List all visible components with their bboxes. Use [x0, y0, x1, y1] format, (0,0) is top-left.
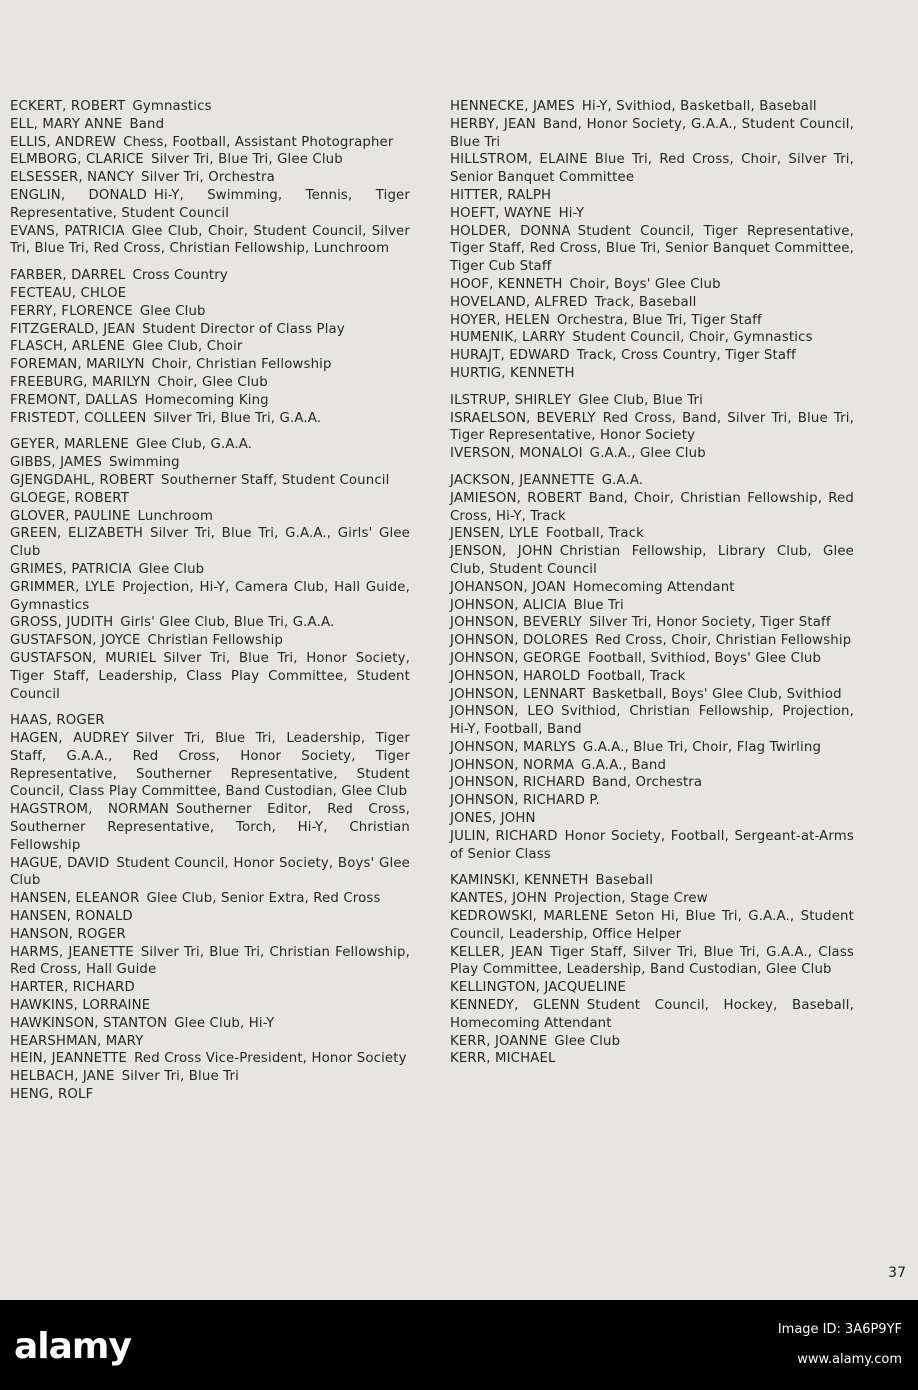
student-name: HANSON, ROGER: [10, 926, 126, 942]
student-entry: [10, 1086, 410, 1104]
page-number: 37: [888, 1265, 906, 1281]
student-name: HOVELAND, ALFRED: [450, 294, 588, 310]
student-name: FREMONT, DALLAS: [10, 392, 138, 408]
student-activities: Southerner Staff, Student Council: [161, 472, 390, 488]
student-name: JOHNSON, ALICIA: [450, 597, 567, 613]
student-activities: Football, Track: [587, 668, 686, 684]
student-activities: Silver Tri, Blue Tri, G.A.A., Girls' Glee Club: [10, 526, 410, 560]
student-activities: Track, Cross Country, Tiger Staff: [576, 348, 796, 364]
student-name: JOHNSON, RICHARD: [450, 775, 586, 791]
student-name: HENNECKE, JAMES: [450, 99, 575, 114]
student-name: HAGSTROM, NORMAN: [10, 802, 170, 818]
student-activities: Blue Tri: [573, 597, 624, 613]
student-name: ISRAELSON, BEVERLY: [450, 410, 596, 426]
student-activities: Christian Fellowship, Library Club, Glee Club, Student Council: [450, 544, 854, 577]
student-activities: Red Cross, Band, Silver Tri, Blue Tri, Tiger Representative, Honor Society: [450, 410, 855, 444]
student-name: JACKSON, JEANNETTE: [450, 472, 595, 488]
student-name: GRIMES, PATRICIA: [10, 561, 132, 577]
student-entry: [10, 1068, 410, 1086]
student-entry: [450, 1050, 854, 1068]
student-name: HURTIG, KENNETH: [450, 365, 575, 381]
student-entry: [10, 712, 410, 730]
student-name: GROSS, JUDITH: [10, 615, 114, 631]
student-activities: Glee Club, Choir, Student Council, Silver Tri, Blue Tri, Red Cross, Christian Fellowship, Lunchroom: [10, 223, 411, 257]
student-name: GRIMMER, LYLE: [10, 579, 116, 595]
student-entry: [10, 410, 410, 428]
student-name: FERRY, FLORENCE: [10, 303, 133, 319]
student-activities: Glee Club, Senior Extra, Red Cross: [146, 891, 381, 907]
student-name: HAGEN, AUDREY: [10, 731, 129, 747]
student-name: HAGUE, DAVID: [10, 855, 110, 871]
student-name: ILSTRUP, SHIRLEY: [450, 392, 572, 408]
student-entry: [450, 668, 854, 686]
student-entry: [10, 890, 410, 908]
student-name: GREEN, ELIZABETH: [10, 526, 143, 542]
student-entry: [10, 454, 410, 472]
student-entry: [450, 979, 854, 997]
student-name: JONES, JOHN: [450, 811, 536, 827]
student-entry: [10, 908, 410, 926]
student-entry: [450, 312, 854, 330]
image-id-label: Image ID: 3A6P9YF: [777, 1322, 902, 1337]
student-activities: Southerner Editor, Red Cross, Southerner Representative, Torch, Hi-Y, Christian Fellowship: [10, 802, 410, 853]
student-name: EVANS, PATRICIA: [10, 223, 125, 239]
student-name: HARMS, JEANETTE: [10, 944, 134, 960]
section-gap: [450, 863, 854, 872]
student-name: HANSEN, ELEANOR: [10, 891, 140, 907]
student-name: JOHNSON, NORMA: [450, 757, 574, 773]
left-column: [10, 98, 410, 1104]
student-activities: Football, Track: [545, 526, 645, 542]
student-entry: [10, 303, 410, 321]
student-entry: [450, 116, 854, 152]
student-name: JULIN, RICHARD: [450, 828, 558, 844]
student-entry: [10, 730, 410, 801]
student-activities: Silver Tri, Blue Tri, Glee Club: [150, 152, 343, 168]
student-name: HELBACH, JANE: [10, 1069, 115, 1085]
student-activities: G.A.A., Band: [580, 757, 667, 773]
student-name: ECKERT, ROBERT: [10, 99, 126, 114]
student-name: GLOEGE, ROBERT: [10, 490, 129, 506]
student-name: JOHNSON, BEVERLY: [450, 615, 583, 631]
student-entry: [10, 436, 410, 454]
student-activities: Girls' Glee Club, Blue Tri, G.A.A.: [120, 615, 335, 631]
student-entry: [450, 703, 854, 739]
student-entry: [450, 614, 854, 632]
watermark-footer: [0, 1300, 918, 1390]
student-activities: Tiger Staff, Silver Tri, Blue Tri, G.A.A., Class Play Committee, Leadership, Band Custodian, Glee Club: [450, 944, 854, 978]
student-activities: Football, Svithiod, Boys' Glee Club: [588, 650, 822, 666]
section-gap: [10, 703, 410, 712]
student-activities: Band, Choir, Christian Fellowship, Red Cross, Hi-Y, Track: [450, 490, 854, 524]
student-activities: Silver Tri, Blue Tri, G.A.A.: [153, 410, 322, 426]
student-name: HARTER, RICHARD: [10, 980, 135, 996]
student-entry: [10, 1015, 410, 1033]
student-entry: [10, 169, 410, 187]
student-activities: Basketball, Boys' Glee Club, Svithiod: [592, 686, 842, 702]
student-name: HOLDER, DONNA: [450, 223, 571, 239]
student-entry: [10, 374, 410, 392]
student-name: GLOVER, PAULINE: [10, 508, 131, 524]
student-name: KEDROWSKI, MARLENE: [450, 909, 609, 925]
student-activities: Christian Fellowship: [147, 633, 284, 649]
student-entry: [450, 872, 854, 890]
student-activities: Honor Society, Football, Sergeant-at-Arms of Senior Class: [450, 828, 854, 862]
student-activities: Student Director of Class Play: [142, 321, 345, 337]
student-name: IVERSON, MONALOI: [450, 446, 583, 462]
student-activities: Chess, Football, Assistant Photographer: [123, 134, 394, 150]
student-activities: Hi-Y, Swimming, Tennis, Tiger Representative, Student Council: [10, 187, 410, 221]
student-entry: [10, 944, 410, 980]
student-entry: [10, 356, 410, 374]
student-entry: [450, 739, 854, 757]
student-activities: Homecoming Attendant: [573, 579, 735, 595]
student-entry: [450, 810, 854, 828]
student-name: HAAS, ROGER: [10, 713, 105, 729]
student-entry: [10, 187, 410, 223]
student-activities: Student Council, Tiger Representative, Tiger Staff, Red Cross, Blue Tri, Senior Banquet Committee, Tiger Cub Staff: [450, 223, 854, 275]
student-name: KAMINSKI, KENNETH: [450, 873, 589, 889]
student-name: HOYER, HELEN: [450, 312, 550, 328]
section-gap: [450, 463, 854, 472]
student-entry: [10, 472, 410, 490]
student-entry: [450, 828, 854, 864]
student-name: GUSTAFSON, JOYCE: [10, 633, 141, 649]
student-entry: [450, 365, 854, 383]
student-activities: Projection, Stage Crew: [554, 891, 708, 907]
student-activities: Band, Orchestra: [592, 775, 703, 791]
student-name: FARBER, DARREL: [10, 268, 126, 284]
student-activities: Red Cross Vice-President, Honor Society: [134, 1051, 407, 1067]
student-entry: [10, 632, 410, 650]
student-name: GJENGDAHL, ROBERT: [10, 472, 155, 488]
student-activities: Red Cross, Choir, Christian Fellowship: [595, 633, 852, 649]
student-activities: Silver Tri, Blue Tri, Leadership, Tiger Staff, G.A.A., Red Cross, Honor Society, Tiger Representative, Southerner Representative, Student Council, Class Play Committee, Band Custodian, Glee Club: [10, 731, 410, 800]
student-name: HITTER, RALPH: [450, 187, 552, 203]
student-entry: [450, 223, 854, 276]
student-name: JOHNSON, HAROLD: [450, 668, 581, 684]
student-name: JOHNSON, RICHARD P.: [450, 793, 600, 809]
student-name: ELLIS, ANDREW: [10, 134, 117, 150]
student-name: FECTEAU, CHLOE: [10, 285, 127, 301]
student-activities: Lunchroom: [137, 508, 214, 524]
student-entry: [450, 890, 854, 908]
student-activities: Glee Club: [139, 303, 206, 319]
student-entry: [10, 801, 410, 854]
student-activities: Choir, Christian Fellowship: [151, 357, 332, 373]
student-entry: [450, 490, 854, 526]
student-name: KERR, MICHAEL: [450, 1051, 556, 1067]
student-name: HERBY, JEAN: [450, 116, 536, 132]
student-name: HOEFT, WAYNE: [450, 205, 552, 221]
student-entry: [450, 597, 854, 615]
student-activities: Hi-Y: [558, 205, 585, 221]
student-activities: Glee Club, Choir: [132, 339, 243, 355]
student-entry: [10, 490, 410, 508]
student-entry: [450, 392, 854, 410]
student-name: KENNEDY, GLENN: [450, 998, 580, 1014]
student-entry: [10, 997, 410, 1015]
student-name: KANTES, JOHN: [450, 891, 548, 907]
student-name: HURAJT, EDWARD: [450, 348, 570, 364]
student-activities: Swimming: [109, 455, 180, 471]
student-activities: Svithiod, Christian Fellowship, Projection, Hi-Y, Football, Band: [450, 704, 855, 738]
student-entry: [450, 792, 854, 810]
student-entry: [10, 561, 410, 579]
student-entry: [450, 98, 854, 116]
student-entry: [10, 223, 410, 259]
student-activities: Blue Tri, Red Cross, Choir, Silver Tri, Senior Banquet Committee: [450, 152, 855, 186]
student-entry: [450, 445, 854, 463]
student-entry: [10, 1050, 410, 1068]
student-entry: [450, 543, 854, 579]
student-activities: Student Council, Choir, Gymnastics: [572, 330, 813, 346]
student-name: JOHNSON, MARLYS: [450, 739, 576, 755]
student-name: JENSEN, LYLE: [450, 526, 539, 542]
student-entry: [450, 410, 854, 446]
section-gap: [10, 258, 410, 267]
student-name: HANSEN, RONALD: [10, 909, 133, 925]
student-entry: [10, 926, 410, 944]
student-name: FOREMAN, MARILYN: [10, 357, 145, 373]
student-entry: [10, 855, 410, 891]
student-activities: Glee Club, Blue Tri: [578, 392, 703, 408]
student-entry: [10, 614, 410, 632]
student-activities: Projection, Hi-Y, Camera Club, Hall Guide, Gymnastics: [10, 579, 410, 613]
student-activities: Orchestra, Blue Tri, Tiger Staff: [556, 312, 762, 328]
student-entry: [450, 908, 854, 944]
right-column: [450, 98, 854, 1068]
student-entry: [10, 979, 410, 997]
student-entry: [450, 774, 854, 792]
student-name: HILLSTROM, ELAINE: [450, 152, 588, 168]
student-entry: [10, 98, 410, 116]
student-entry: [10, 321, 410, 339]
student-name: HENG, ROLF: [10, 1087, 94, 1103]
student-entry: [450, 347, 854, 365]
student-entry: [10, 392, 410, 410]
student-activities: G.A.A., Glee Club: [589, 446, 706, 462]
student-activities: Silver Tri, Blue Tri, Christian Fellowship, Red Cross, Hall Guide: [10, 944, 410, 978]
student-entry: [450, 686, 854, 704]
footer-logo: alamy: [14, 1326, 131, 1367]
student-activities: Silver Tri, Blue Tri: [121, 1069, 239, 1085]
student-activities: Choir, Boys' Glee Club: [569, 276, 721, 292]
student-activities: Gymnastics: [132, 99, 212, 114]
student-activities: Glee Club, G.A.A.: [136, 437, 253, 453]
student-entry: [10, 508, 410, 526]
student-entry: [450, 944, 854, 980]
student-name: HOOF, KENNETH: [450, 276, 563, 292]
student-entry: [10, 285, 410, 303]
student-activities: Band: [129, 116, 165, 132]
student-activities: G.A.A.: [601, 472, 644, 488]
student-name: JOHNSON, LENNART: [450, 686, 586, 702]
student-name: GIBBS, JAMES: [10, 455, 103, 471]
student-name: KELLINGTON, JACQUELINE: [450, 980, 627, 996]
student-name: GUSTAFSON, MURIEL: [10, 650, 157, 666]
student-name: ENGLIN, DONALD: [10, 187, 147, 203]
student-entry: [450, 579, 854, 597]
student-entry: [450, 329, 854, 347]
student-activities: Cross Country: [132, 268, 228, 284]
student-entry: [10, 1033, 410, 1051]
student-activities: Homecoming King: [144, 392, 269, 408]
student-entry: [450, 276, 854, 294]
student-name: FRISTEDT, COLLEEN: [10, 410, 147, 426]
student-activities: Student Council, Honor Society, Boys' Glee Club: [10, 855, 411, 889]
student-name: JENSON, JOHN: [450, 544, 553, 560]
student-name: ELL, MARY ANNE: [10, 116, 123, 132]
student-name: FREEBURG, MARILYN: [10, 374, 151, 390]
student-activities: Glee Club: [554, 1033, 621, 1049]
section-gap: [10, 427, 410, 436]
student-activities: Silver Tri, Honor Society, Tiger Staff: [589, 615, 831, 631]
student-name: GEYER, MARLENE: [10, 437, 129, 453]
student-activities: Glee Club, Hi-Y: [174, 1015, 275, 1031]
student-name: HUMENIK, LARRY: [450, 330, 566, 346]
student-entry: [10, 134, 410, 152]
student-name: JOHNSON, GEORGE: [450, 650, 582, 666]
student-entry: [10, 525, 410, 561]
student-name: HAWKINS, LORRAINE: [10, 998, 151, 1014]
student-entry: [450, 757, 854, 775]
student-name: HAWKINSON, STANTON: [10, 1015, 168, 1031]
student-entry: [450, 472, 854, 490]
student-entry: [450, 294, 854, 312]
student-name: ELSESSER, NANCY: [10, 170, 135, 186]
student-entry: [450, 187, 854, 205]
student-name: FITZGERALD, JEAN: [10, 321, 136, 337]
student-name: JOHNSON, DOLORES: [450, 633, 589, 649]
student-entry: [450, 632, 854, 650]
student-name: JAMIESON, ROBERT: [450, 490, 582, 506]
student-activities: Seton Hi, Blue Tri, G.A.A., Student Council, Leadership, Office Helper: [450, 909, 854, 942]
student-entry: [10, 267, 410, 285]
student-name: FLASCH, ARLENE: [10, 339, 126, 355]
student-name: ELMBORG, CLARICE: [10, 152, 144, 168]
student-activities: Student Council, Hockey, Baseball, Homecoming Attendant: [450, 998, 854, 1031]
student-entry: [10, 151, 410, 169]
student-entry: [450, 997, 854, 1033]
student-entry: [450, 525, 854, 543]
student-entry: [450, 151, 854, 187]
footer-url: www.alamy.com: [797, 1352, 902, 1367]
student-entry: [10, 650, 410, 703]
student-name: KELLER, JEAN: [450, 944, 543, 960]
student-name: JOHANSON, JOAN: [450, 579, 567, 595]
student-activities: Silver Tri, Blue Tri, Honor Society, Tiger Staff, Leadership, Class Play Committee, Student Council: [10, 650, 411, 702]
student-activities: Hi-Y, Svithiod, Basketball, Baseball: [581, 99, 817, 114]
student-name: HEIN, JEANNETTE: [10, 1051, 128, 1067]
section-gap: [450, 383, 854, 392]
student-activities: Choir, Glee Club: [157, 374, 268, 390]
student-activities: Baseball: [595, 873, 654, 889]
student-activities: Glee Club: [138, 561, 205, 577]
student-activities: Silver Tri, Orchestra: [141, 170, 275, 186]
student-entry: [10, 116, 410, 134]
student-name: JOHNSON, LEO: [450, 704, 555, 720]
student-entry: [10, 338, 410, 356]
student-activities: G.A.A., Blue Tri, Choir, Flag Twirling: [582, 739, 822, 755]
student-entry: [10, 579, 410, 615]
student-activities: Track, Baseball: [594, 294, 697, 310]
student-activities: Band, Honor Society, G.A.A., Student Council, Blue Tri: [450, 116, 854, 150]
student-name: KERR, JOANNE: [450, 1033, 548, 1049]
student-entry: [450, 205, 854, 223]
student-name: HEARSHMAN, MARY: [10, 1033, 144, 1049]
student-entry: [450, 1033, 854, 1051]
student-entry: [450, 650, 854, 668]
